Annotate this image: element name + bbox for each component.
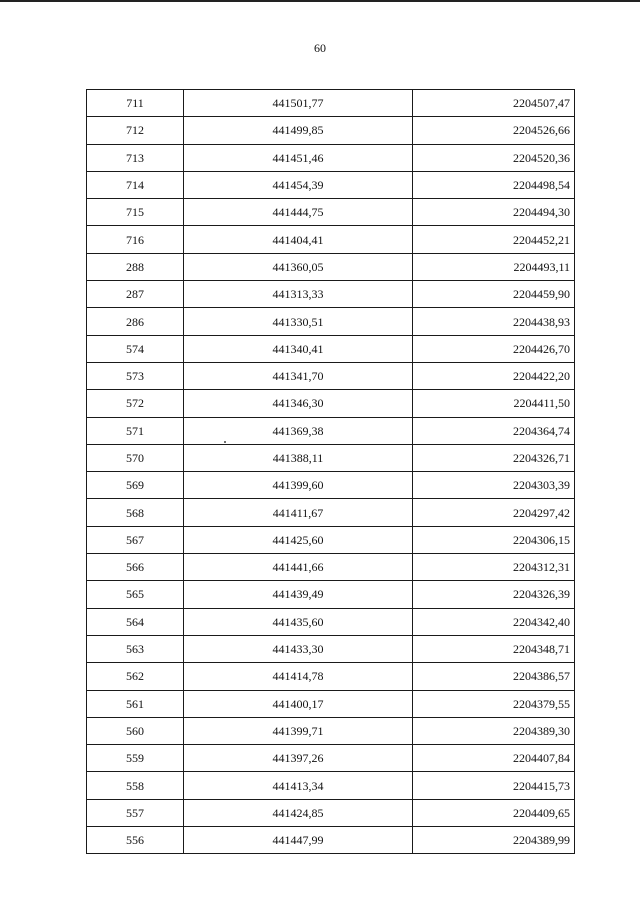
point-number-cell: 714: [87, 171, 184, 198]
x-coordinate-cell: 441435,60: [184, 608, 413, 635]
y-coordinate-cell: 2204389,30: [413, 717, 575, 744]
x-coordinate-cell: 441414,78: [184, 663, 413, 690]
table-row: [87, 663, 575, 690]
point-number-cell: 561: [87, 690, 184, 717]
point-number-cell: 564: [87, 608, 184, 635]
table-row: [87, 772, 575, 799]
y-coordinate-cell: 2204389,99: [413, 827, 575, 854]
x-coordinate-cell: 441424,85: [184, 799, 413, 826]
y-coordinate-cell: 2204520,36: [413, 144, 575, 171]
x-coordinate-cell: 441501,77: [184, 90, 413, 117]
table-row: [87, 199, 575, 226]
table-row: [87, 444, 575, 471]
point-number-cell: 562: [87, 663, 184, 690]
table-row: [87, 90, 575, 117]
table-row: [87, 608, 575, 635]
x-coordinate-cell: 441451,46: [184, 144, 413, 171]
y-coordinate-cell: 2204493,11: [413, 253, 575, 280]
y-coordinate-cell: 2204342,40: [413, 608, 575, 635]
point-number-cell: 572: [87, 390, 184, 417]
y-coordinate-cell: 2204312,31: [413, 554, 575, 581]
y-coordinate-cell: 2204348,71: [413, 635, 575, 662]
point-number-cell: 287: [87, 281, 184, 308]
point-number-cell: 557: [87, 799, 184, 826]
x-coordinate-cell: 441425,60: [184, 526, 413, 553]
point-number-cell: 559: [87, 745, 184, 772]
y-coordinate-cell: 2204422,20: [413, 362, 575, 389]
point-number-cell: 286: [87, 308, 184, 335]
y-coordinate-cell: 2204326,71: [413, 444, 575, 471]
y-coordinate-cell: 2204498,54: [413, 171, 575, 198]
y-coordinate-cell: 2204407,84: [413, 745, 575, 772]
y-coordinate-cell: 2204452,21: [413, 226, 575, 253]
table-row: [87, 253, 575, 280]
point-number-cell: 569: [87, 472, 184, 499]
x-coordinate-cell: 441399,60: [184, 472, 413, 499]
y-coordinate-cell: 2204526,66: [413, 117, 575, 144]
point-number-cell: 558: [87, 772, 184, 799]
point-number-cell: 563: [87, 635, 184, 662]
x-coordinate-cell: 441388,11: [184, 444, 413, 471]
x-coordinate-cell: 441439,49: [184, 581, 413, 608]
x-coordinate-cell: 441340,41: [184, 335, 413, 362]
x-coordinate-cell: 441411,67: [184, 499, 413, 526]
point-number-cell: 711: [87, 90, 184, 117]
x-coordinate-cell: 441313,33: [184, 281, 413, 308]
table-row: [87, 690, 575, 717]
table-row: [87, 717, 575, 744]
table-row: [87, 390, 575, 417]
y-coordinate-cell: 2204306,15: [413, 526, 575, 553]
table-row: [87, 144, 575, 171]
x-coordinate-cell: 441400,17: [184, 690, 413, 717]
x-coordinate-cell: 441454,39: [184, 171, 413, 198]
table-row: [87, 171, 575, 198]
point-number-cell: 570: [87, 444, 184, 471]
y-coordinate-cell: 2204303,39: [413, 472, 575, 499]
point-number-cell: 567: [87, 526, 184, 553]
table-row: [87, 799, 575, 826]
coordinates-table-body: [87, 90, 575, 854]
x-coordinate-cell: 441360,05: [184, 253, 413, 280]
point-number-cell: 571: [87, 417, 184, 444]
y-coordinate-cell: 2204386,57: [413, 663, 575, 690]
x-coordinate-cell: 441404,41: [184, 226, 413, 253]
y-coordinate-cell: 2204326,39: [413, 581, 575, 608]
x-coordinate-cell: 441433,30: [184, 635, 413, 662]
scan-speck: [224, 441, 226, 443]
table-row: [87, 745, 575, 772]
x-coordinate-cell: 441444,75: [184, 199, 413, 226]
x-coordinate-cell: 441447,99: [184, 827, 413, 854]
point-number-cell: 568: [87, 499, 184, 526]
x-coordinate-cell: 441369,38: [184, 417, 413, 444]
table-row: [87, 417, 575, 444]
point-number-cell: 713: [87, 144, 184, 171]
x-coordinate-cell: 441499,85: [184, 117, 413, 144]
y-coordinate-cell: 2204379,55: [413, 690, 575, 717]
table-row: [87, 635, 575, 662]
table-row: [87, 117, 575, 144]
x-coordinate-cell: 441441,66: [184, 554, 413, 581]
page-top-border: [0, 0, 640, 2]
coordinates-table: [86, 89, 575, 854]
table-row: [87, 308, 575, 335]
table-row: [87, 472, 575, 499]
y-coordinate-cell: 2204409,65: [413, 799, 575, 826]
point-number-cell: 716: [87, 226, 184, 253]
page-number: 60: [314, 41, 326, 55]
table-row: [87, 335, 575, 362]
point-number-cell: 560: [87, 717, 184, 744]
table-row: [87, 526, 575, 553]
point-number-cell: 573: [87, 362, 184, 389]
x-coordinate-cell: 441399,71: [184, 717, 413, 744]
x-coordinate-cell: 441413,34: [184, 772, 413, 799]
x-coordinate-cell: 441330,51: [184, 308, 413, 335]
y-coordinate-cell: 2204507,47: [413, 90, 575, 117]
table-row: [87, 281, 575, 308]
y-coordinate-cell: 2204364,74: [413, 417, 575, 444]
point-number-cell: 566: [87, 554, 184, 581]
y-coordinate-cell: 2204411,50: [413, 390, 575, 417]
point-number-cell: 556: [87, 827, 184, 854]
x-coordinate-cell: 441397,26: [184, 745, 413, 772]
x-coordinate-cell: 441346,30: [184, 390, 413, 417]
point-number-cell: 712: [87, 117, 184, 144]
table-row: [87, 581, 575, 608]
y-coordinate-cell: 2204415,73: [413, 772, 575, 799]
table-row: [87, 499, 575, 526]
point-number-cell: 574: [87, 335, 184, 362]
point-number-cell: 288: [87, 253, 184, 280]
point-number-cell: 565: [87, 581, 184, 608]
y-coordinate-cell: 2204426,70: [413, 335, 575, 362]
table-row: [87, 226, 575, 253]
table-row: [87, 362, 575, 389]
point-number-cell: 715: [87, 199, 184, 226]
y-coordinate-cell: 2204297,42: [413, 499, 575, 526]
table-row: [87, 827, 575, 854]
x-coordinate-cell: 441341,70: [184, 362, 413, 389]
y-coordinate-cell: 2204494,30: [413, 199, 575, 226]
y-coordinate-cell: 2204459,90: [413, 281, 575, 308]
y-coordinate-cell: 2204438,93: [413, 308, 575, 335]
table-row: [87, 554, 575, 581]
coordinates-table-container: [86, 89, 574, 854]
